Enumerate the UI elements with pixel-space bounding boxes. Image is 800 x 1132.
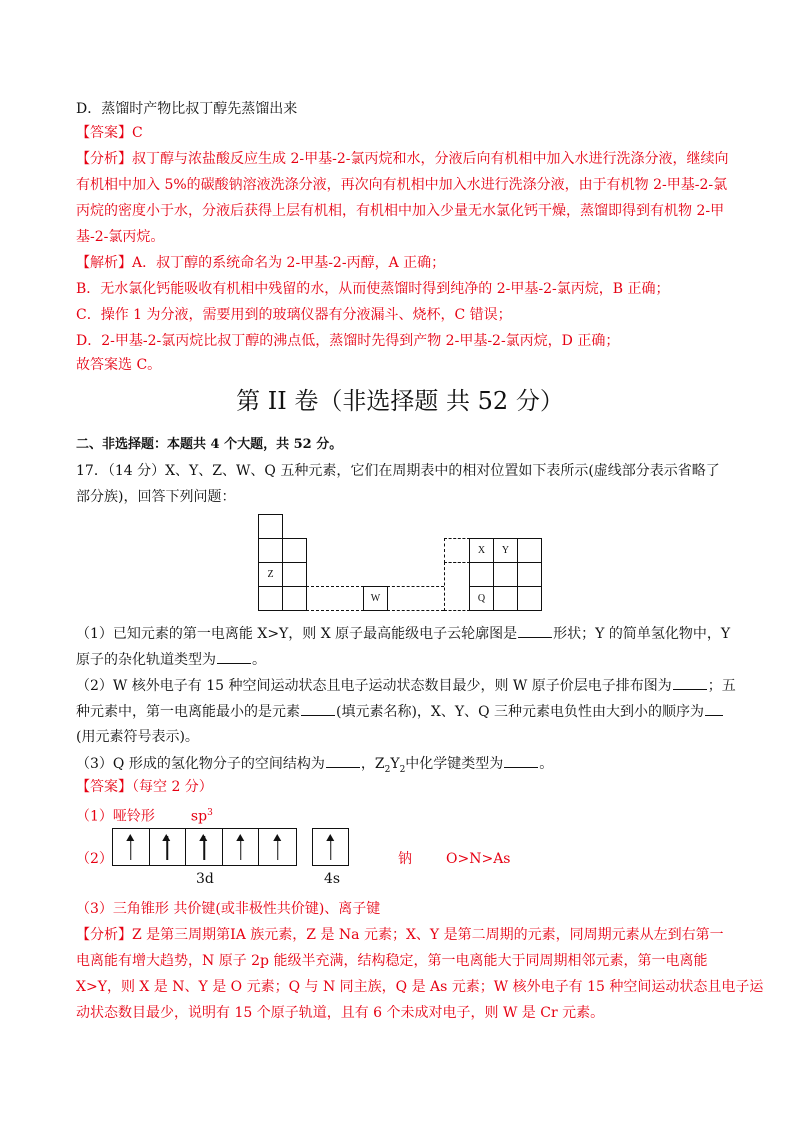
- answer-blank: [504, 754, 538, 768]
- table-cell-dashed: [306, 586, 364, 611]
- analysis-line: 【分析】Z 是第三周期第ⅠA 族元素，Z 是 Na 元素；X、Y 是第二周期的元素，同周期元素从左到右第一: [76, 927, 724, 943]
- q16-analysis-line: 有机相中加入 5%的碳酸钠溶液洗涤分液，再次向有机相中加入水进行洗涤分液，由于有机物 2-甲基-2-氯: [76, 177, 728, 193]
- q16-explain-line: B．无水氯化钙能吸收有机相中残留的水，从而使蒸馏时得到纯净的 2-甲基-2-氯丙烷，B 正确；: [76, 281, 670, 297]
- text: 原子的杂化轨道类型为: [76, 652, 216, 668]
- table-cell-z: Z: [258, 562, 283, 587]
- orbital-3d: [112, 828, 297, 866]
- spin-up-arrow-icon: [330, 836, 332, 860]
- table-cell-dashed: [444, 538, 470, 563]
- q17-part1: [76, 650, 266, 669]
- orbital-box: [259, 829, 296, 865]
- q17-intro: 17．（14 分）X、Y、Z、W、Q 五种元素，它们在周期表中的相对位置如下表所示(虚线部分表示省略了: [76, 463, 720, 479]
- subscript: 2: [399, 764, 406, 775]
- table-cell-dashed: [444, 562, 470, 611]
- text: ，Z: [360, 756, 385, 772]
- answer-blank: [326, 754, 360, 768]
- text: Y: [390, 756, 400, 772]
- table-cell: [517, 586, 542, 611]
- table-cell: [258, 538, 283, 563]
- spin-up-arrow-icon: [130, 836, 132, 860]
- orbital-box: [313, 829, 348, 865]
- answer-2-order: O>N>As: [446, 851, 511, 867]
- answer-note: （每空 2 分）: [132, 779, 213, 795]
- text: （1）已知元素的第一电离能 X>Y，则 X 原子最高能级电子云轮廓图是: [76, 626, 518, 642]
- q16-explain-line: D．2-甲基-2-氯丙烷比叔丁醇的沸点低，蒸馏时先得到产物 2-甲基-2-氯丙烷，D 正确；: [76, 333, 620, 349]
- q16-option-d: D．蒸馏时产物比叔丁醇先蒸馏出来: [76, 101, 298, 117]
- text: 中化学键类型为: [405, 756, 504, 772]
- table-cell: [469, 562, 494, 587]
- orbital-4s-label: 4s: [324, 871, 341, 887]
- table-cell: [517, 538, 542, 563]
- answer-2-element: 钠: [398, 851, 412, 867]
- orbital-box: [223, 829, 260, 865]
- q17-intro: 部分族)，回答下列问题：: [76, 489, 236, 505]
- answer-tag: 【答案】: [76, 779, 132, 795]
- analysis-line: 电离能有增大趋势，N 原子 2p 能级半充满，结构稳定，第一电离能大于同周期相邻元素，第一电离能: [76, 953, 708, 969]
- section-title: 第 II 卷（非选择题 共 52 分）: [236, 387, 564, 415]
- text: （3）Q 形成的氢化物分子的空间结构为: [76, 756, 325, 772]
- orbital-4s: [312, 828, 349, 866]
- table-cell: [282, 562, 307, 587]
- text: （2）W 核外电子有 15 种空间运动状态且电子运动状态数目最少，则 W 原子价层电子排布图为: [76, 678, 672, 694]
- text: 种元素中，第一电离能最小的是元素: [76, 704, 300, 720]
- answer-blank: [518, 624, 552, 638]
- answer-blank: [217, 650, 251, 664]
- spin-up-arrow-icon: [167, 836, 169, 860]
- subscript: 2: [384, 764, 391, 775]
- q17-part2: [76, 676, 736, 695]
- answer-2-label: （2）: [76, 851, 113, 867]
- orbital-box: [113, 829, 150, 865]
- answer-header: [76, 778, 213, 796]
- text: 。: [539, 756, 554, 772]
- answer-blank: [673, 676, 707, 690]
- table-cell: [258, 514, 283, 539]
- table-cell-y: Y: [493, 538, 518, 563]
- table-cell: [493, 562, 518, 587]
- answer-value: C: [132, 125, 143, 141]
- analysis-line: X>Y，则 X 是 N、Y 是 O 元素；Q 与 N 同主族，Q 是 As 元素；W 核外电子有 15 种空间运动状态且电子运: [76, 979, 764, 995]
- table-cell-dashed: [387, 586, 444, 611]
- q17-part1: [76, 624, 730, 643]
- analysis-line: 动状态数目最少，说明有 15 个原子轨道，且有 6 个未成对电子，则 W 是 Cr 元素。: [76, 1005, 605, 1021]
- orbital-box: [186, 829, 223, 865]
- answer-1: [76, 804, 213, 826]
- text: (填元素名称)，X、Y、Q 三种元素电负性由大到小的顺序为: [336, 704, 705, 720]
- q16-answer: [76, 124, 143, 142]
- answer-blank: [301, 702, 335, 716]
- spin-up-arrow-icon: [240, 836, 242, 860]
- answer-blank: [705, 702, 723, 716]
- periodic-table-fragment: [258, 514, 548, 611]
- text: 形状；Y 的简单氢化物中，Y: [553, 626, 731, 642]
- q17-part2: [76, 702, 724, 721]
- q16-analysis-line: 基-2-氯丙烷。: [76, 229, 165, 245]
- text: sp: [190, 808, 208, 825]
- spin-up-arrow-icon: [203, 836, 205, 860]
- q16-explain-line: 【解析】A．叔丁醇的系统命名为 2-甲基-2-丙醇，A 正确；: [76, 255, 446, 271]
- table-cell: [258, 586, 283, 611]
- table-cell-w: W: [363, 586, 388, 611]
- answer-3: （3）三角锥形 共价键(或非极性共价键)、离子键: [76, 901, 381, 917]
- table-cell: [493, 586, 518, 611]
- text: ；五: [707, 678, 736, 694]
- text: 。: [252, 652, 266, 668]
- table-cell: [517, 562, 542, 587]
- q16-analysis-line: 丙烷的密度小于水，分液后获得上层有机相，有机相中加入少量无水氯化钙干燥，蒸馏即得到有机物 2-甲: [76, 203, 725, 219]
- q16-explain-line: C．操作 1 为分液，需要用到的玻璃仪器有分液漏斗、烧杯，C 错误；: [76, 307, 512, 323]
- superscript: 3: [207, 808, 213, 818]
- table-cell: [282, 586, 307, 611]
- q16-analysis-line: 【分析】叔丁醇与浓盐酸反应生成 2-甲基-2-氯丙烷和水，分液后向有机相中加入水进行洗涤分液，继续向: [76, 151, 729, 167]
- q17-part3: [76, 754, 553, 779]
- orbital-box: [150, 829, 187, 865]
- orbital-3d-label: 3d: [196, 871, 214, 887]
- q17-part2: (用元素符号表示)。: [76, 729, 199, 745]
- section-heading: 二、非选择题：本题共 4 个大题，共 52 分。: [76, 437, 343, 452]
- table-cell-x: X: [469, 538, 494, 563]
- q16-explain-line: 故答案选 C。: [76, 357, 162, 373]
- table-cell: [282, 538, 307, 563]
- spin-up-arrow-icon: [277, 836, 279, 860]
- text: （1）哑铃形: [76, 808, 155, 825]
- answer-tag: 【答案】: [76, 125, 132, 141]
- table-cell-q: Q: [469, 586, 494, 611]
